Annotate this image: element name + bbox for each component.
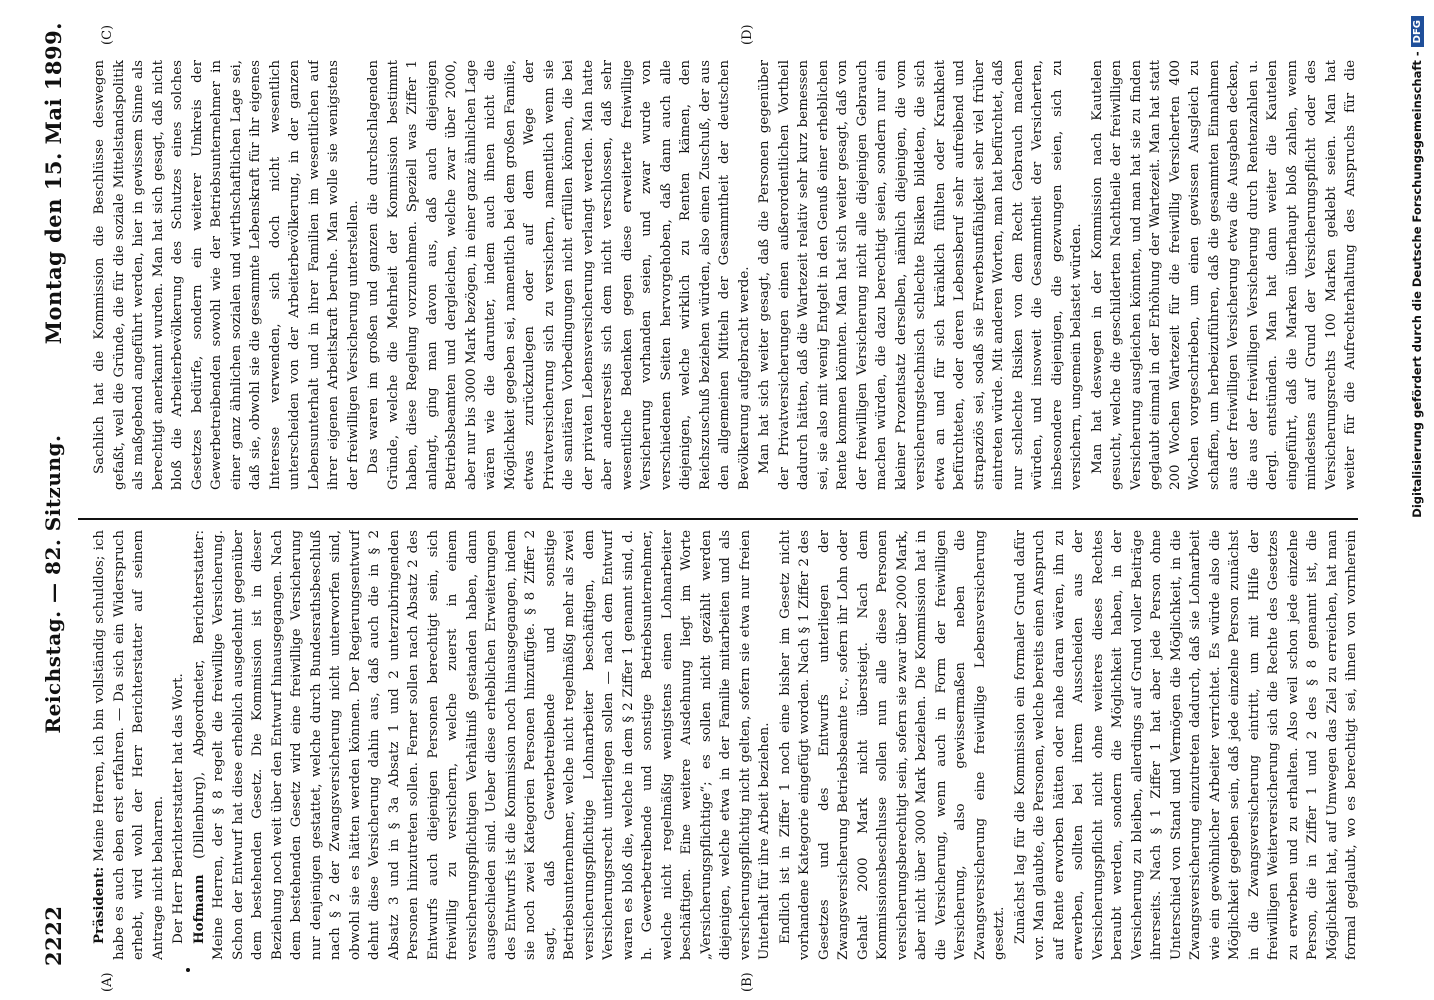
paragraph [90,530,168,960]
paragraph [364,60,754,490]
paragraph-text: Zunächst lag für die Kommission ein formaler Grund dafür vor. Man glaubte, die Personen, welche bereits einen Anspruch auf Rente erworben hätten oder nahe daran wären, ihn zu erwerben, sollten bei ihrem Ausscheiden aus der Versicherungspflicht nicht ohne weiteres dieses Rechtes beraubt werden, sondern die Möglichkeit haben, in der Versicherung zu bleiben, allerdings auf Grund voller Beiträge ihrerseits. Nach § 1 Ziffer 1 hat aber jede Person ohne Unterschied von Stand und Vermögen die Möglichkeit, in die Zwangsversicherung einzutreten dadurch, daß sie Lohnarbeit wie ein gewöhnlicher Arbeiter verrichtet. Es würde also die Möglichkeit gegeben sein, daß jede einzelne Person zunächst in die Zwangsversicherung eintritt, um mit Hilfe der freiwilligen Weiterversicherung sich die Rechte des Gesetzes zu erwerben und zu erhalten. Also weil schon jede einzelne Person, die in Ziffer 1 und 2 des § 8 genannt ist, die Möglichkeit hat, auf Umwegen das Ziel zu erreichen, hat man formal geglaubt, wo es berechtigt sei, ihnen von vornherein [1012,530,1359,960]
credit-text: Digitalisierung gefördert durch die Deutsche Forschungsgemeinschaft - [1410,51,1424,518]
digitization-credit [1402,10,1432,1000]
paragraph-text: Man hat deswegen in der Kommission nach Kautelen gesucht, welche die geschilderten Nachtheile der freiwilligen Versicherung ausgleichen könnten, und man hat sie zu finden geglaubt einmal in der Erhöhung der Wartezeit. Man hat statt 200 Wochen Wartezeit für die freiwillig Versicherten 400 Wochen vorgeschrieben, um einen gewissen Ausgleich zu schaffen, um herbeizuführen, daß die gesammten Einnahmen aus der freiwilligen Versicherung etwa die Ausgaben decken, die aus der freiwilligen Versicherung durch Rentenzahlen u. dergl. entstünden. Man hat dann weiter die Kautelen eingeführt, daß die Marken überhaupt bloß zahlen, wenn mindestens auf Grund der Versicherungspflicht oder des Versicherungsrechts 100 Marken geklebt seien. Man hat weiter für die Aufrechterhaltung des Anspruchs für die [1089,60,1358,490]
page-number: 2222 [40,905,66,966]
margin-marker-a: (A) [100,972,115,992]
paragraph [755,60,1087,490]
page-header [36,22,70,966]
paragraph-text: Sachlich hat die Kommission die Beschlüsse deswegen gefaßt, weil die Gründe, die für die soziale Mittelstandspolitik als maßgebend angeführt werden, hier in gewissem Sinne als berechtigt anerkannt wurden. Man hat sich gesagt, daß nicht bloß die Arbeiterbevölkerung des Schutzes eines solches Gesetzes bedürfe, sondern ein weiterer Umkreis der Gewerbetreibenden sowohl wie der Betriebsunternehmer in einer ganz ähnlichen sozialen und wirthschaftlichen Lage sei, daß sie, obwohl sie die gesammte Lebenskraft für ihr eigenes Interesse verwenden, sich doch nicht wesentlich unterscheiden von der Arbeiterbevölkerung, in der ganzen Lebensunterhalt und in ihrer Familien im wesentlichen auf ihrer eigenen Arbeitskraft beruhe. Man wolle sie wenigstens der freiwilligen Versicherung unterstellen. [92,60,361,490]
session-title: Reichstag. — 82. Sitzung. [41,434,65,734]
session-date: Montag den 15. Mai 1899. [40,22,66,345]
paragraph-text: Endlich ist in Ziffer 1 noch eine bisher im Gesetz nicht vorhandene Kategorie eingefügt worden. Nach § 1 Ziffer 2 des Gesetzes und des Entwurfs unterliegen der Zwangsversicherung Betriebsbeamte rc., sofern ihr Lohn oder Gehalt 2000 Mark nicht übersteigt. Nach dem Kommissionsbeschlusse sollen nun alle diese Personen versicherungsberechtigt sein, sofern sie zwar über 2000 Mark, aber nicht über 3000 Mark beziehen. Die Kommission hat in die Versicherung, wenn auch in Form der freiwilligen Versicherung, also gewissermaßen neben die Zwangsversicherung eine freiwillige Lebensversicherung gesetzt. [777,530,1007,960]
digitization-sidebar [1400,0,1434,1000]
paragraph-text: Meine Herren, ich bin vollständig schuldlos; ich habe es auch eben erst erfahren. — Da sich ein Widerspruch erhebt, wird wohl der Herr Berichterstatter auf seinem Antrage nicht beharren. [92,530,166,960]
dfg-logo: DFG [1411,16,1424,47]
paragraph-text: (Dillenburg), Abgeordneter, Berichterstatter: Meine Herren, der § 8 regelt die freiwillige Versicherung. Schon der Entwurf hat diese erheblich ausgedehnt gegenüber dem bestehenden Gesetz. Die Kommission ist in dieser Beziehung noch weit über den Entwurf hinausgegangen. Nach dem bestehenden Gesetz wird eine freiwillige Versicherung nur denjenigen gestattet, welche durch Bundesrathsbeschluß nach § 2 der Zwangsversicherung nicht unterworfen sind, obwohl sie es hätten werden können. Der Regierungsentwurf dehnt diese Versicherung dahin aus, daß auch die in § 2 Absatz 3 und in § 3a Absatz 1 und 2 unterzubringenden Personen hinzutreten sollen. Ferner sollen nach Absatz 2 des Entwurfs auch diejenigen Personen berechtigt sein, sich freiwillig zu versichern, welche zuerst in einem versicherungspflichtigen Verhältniß gestanden haben, dann ausgeschieden sind. Ueber diese erheblichen Erweiterungen des Entwurfs ist die Kommission noch hinausgegangen, indem sie noch zwei Kategorien Personen hinzufügte. § 8 Ziffer 2 sagt, daß Gewerbetreibende und sonstige Betriebsunternehmer, welche nicht regelmäßig mehr als zwei versicherungspflichtige Lohnarbeiter beschäftigen, dem Versicherungsrecht unterliegen sollen — nach dem Entwurf waren es bloß die, welche in dem § 2 Ziffer 1 genannt sind, d. h. Gewerbetreibende und sonstige Betriebsunternehmer, welche nicht regelmäßig wenigstens einen Lohnarbeiter beschäftigen. Eine weitere Ausdehnung liegt im Worte „Versicherungspflichtige“; es sollen nicht gezählt werden diejenigen, welche etwa in der Familie mitarbeiten und als versicherungspflichtig nicht gelten, sofern sie etwa nur freien Unterhalt für ihre Arbeit beziehen. [191,530,772,960]
paragraph-text: Der Herr Berichterstatter hat das Wort. [171,673,186,944]
margin-marker-b: (B) [740,972,755,992]
left-text-column [90,530,1360,960]
speaker-name: Präsident: [91,866,107,944]
paragraph [190,530,775,960]
right-text-column [90,60,1360,490]
column-divider [78,518,1358,520]
paragraph [1011,530,1361,960]
margin-marker-c: (C) [100,24,115,45]
paragraph [169,530,189,960]
paragraph [1088,60,1361,490]
speck [186,968,190,972]
paragraph-text: Das waren im großen und ganzen die durchschlagenden Gründe, welche die Mehrheit der Kommission bestimmt haben, diese Regelung vorzunehmen. Speziell was Ziffer 1 anlangt, ging man davon aus, daß auch diejenigen Betriebsbeamten und dergleichen, welche zwar über 2000, aber nur bis 3000 Mark bezögen, in einer ganz ähnlichen Lage wären wie die darunter, indem auch ihnen nicht die Möglichkeit gegeben sei, namentlich bei dem großen Familie, etwas zurückzulegen oder auf dem Wege der Privatversicherung sich zu versichern, namentlich wenn sie die sanitären Vorbedingungen nicht erfüllen können, die bei der privaten Lebensversicherung verlangt werden. Man hatte aber andererseits sich dem nicht verschlossen, daß sehr wesentliche Bedenken gegen diese erweiterte freiwillige Versicherung vorhanden seien, und zwar wurde von verschiedenen Seiten hervorgehoben, daß dann auch alle diejenigen, welche wirklich zu Renten kämen, den Reichszuschuß beziehen würden, also einen Zuschuß, der aus den allgemeinen Mitteln der Gesammtheit der deutschen Bevölkerung aufgebracht werde. [366,60,752,490]
paragraph-text: Man hat sich weiter gesagt, daß die Personen gegenüber der Privatversicherungen einen außerordentlichen Vortheil dadurch hätten, daß die Wartezeit relativ sehr kurz bemessen sei, sie also mit wenig Entgelt in den Genuß einer erheblichen Rente kommen könnten. Man hat sich weiter gesagt, daß von der freiwilligen Versicherung nicht alle diejenigen Gebrauch machen würden, die dazu berechtigt seien, sondern nur ein kleiner Prozentsatz derselben, nämlich diejenigen, die vom versicherungstechnisch schlechte Risiken bildeten, die sich etwa an und für sich kränklich fühlten oder Krankheit befürchteten, oder deren Lebensberuf sehr aufreibend und strapaziös sei, sodaß sie Erwerbsunfähigkeit sehr viel früher eintreten würde. Mit anderen Worten, man hat befürchtet, daß nur schlechte Risiken von dem Recht Gebrauch machen würden, und insoweit die Gesammtheit der Versicherten, insbesondere diejenigen, die gezwungen seien, sich zu versichern, ungemein belastet würden. [757,60,1084,490]
speaker-name: Hofmann [190,874,207,944]
paragraph [90,60,363,490]
margin-marker-d: (D) [740,24,755,45]
paragraph [776,530,1010,960]
